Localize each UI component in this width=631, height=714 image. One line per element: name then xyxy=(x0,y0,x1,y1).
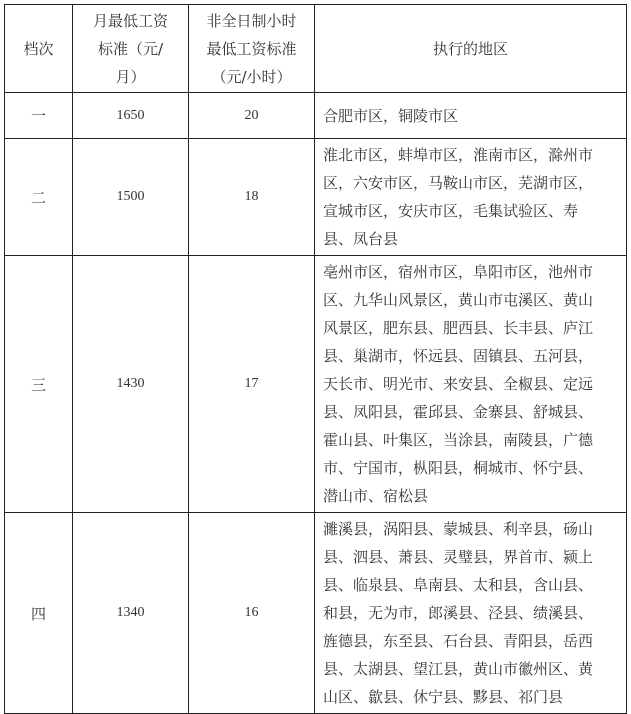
header-regions: 执行的地区 xyxy=(315,5,627,93)
regions-cell: 淮北市区，蚌埠市区，淮南市区，滁州市 区，六安市区，马鞍山市区，芜湖市区， 宣城市区，安庆市区，毛集试验区、寿 县、凤台县 xyxy=(315,139,627,256)
header-hourly-standard: 非全日制小时 最低工资标准 （元/小时） xyxy=(189,5,315,93)
tier-cell: 四 xyxy=(5,513,73,714)
hourly-wage-cell: 17 xyxy=(189,256,315,513)
tier-cell: 三 xyxy=(5,256,73,513)
regions-cell: 亳州市区，宿州市区，阜阳市区，池州市 区、九华山风景区，黄山市屯溪区、黄山 风景区，肥东县、肥西县、长丰县、庐江 县、巢湖市，怀远县、固镇县、五河县， 天长市、明光市、来安县、全椒县、定远 县、凤阳县，霍邱县、金寨县、舒城县、 霍山县、叶集区，当涂县，南陵县，广德 市、宁国市，枞阳县，桐城市、怀宁县、 潜山市、宿松县 xyxy=(315,256,627,513)
monthly-wage-cell: 1340 xyxy=(73,513,189,714)
table-header-row xyxy=(5,5,627,93)
hourly-wage-cell: 18 xyxy=(189,139,315,256)
table-row xyxy=(5,93,627,139)
hourly-wage-cell: 16 xyxy=(189,513,315,714)
regions-cell: 合肥市区，铜陵市区 xyxy=(315,93,627,139)
header-tier: 档次 xyxy=(5,5,73,93)
hourly-wage-cell: 20 xyxy=(189,93,315,139)
table-row xyxy=(5,139,627,256)
regions-cell: 濉溪县，涡阳县、蒙城县、利辛县，砀山 县、泗县、萧县、灵璧县，界首市、颍上 县、临泉县、阜南县、太和县，含山县、 和县，无为市，郎溪县、泾县、绩溪县、 旌德县，东至县、石台县、青阳县，岳西 县、太湖县、望江县，黄山市徽州区、黄 山区、歙县、休宁县、黟县、祁门县 xyxy=(315,513,627,714)
tier-cell: 一 xyxy=(5,93,73,139)
table-row xyxy=(5,513,627,714)
monthly-wage-cell: 1430 xyxy=(73,256,189,513)
header-monthly-standard: 月最低工资 标准（元/ 月） xyxy=(73,5,189,93)
minimum-wage-table xyxy=(4,4,627,714)
monthly-wage-cell: 1500 xyxy=(73,139,189,256)
tier-cell: 二 xyxy=(5,139,73,256)
table-row xyxy=(5,256,627,513)
monthly-wage-cell: 1650 xyxy=(73,93,189,139)
